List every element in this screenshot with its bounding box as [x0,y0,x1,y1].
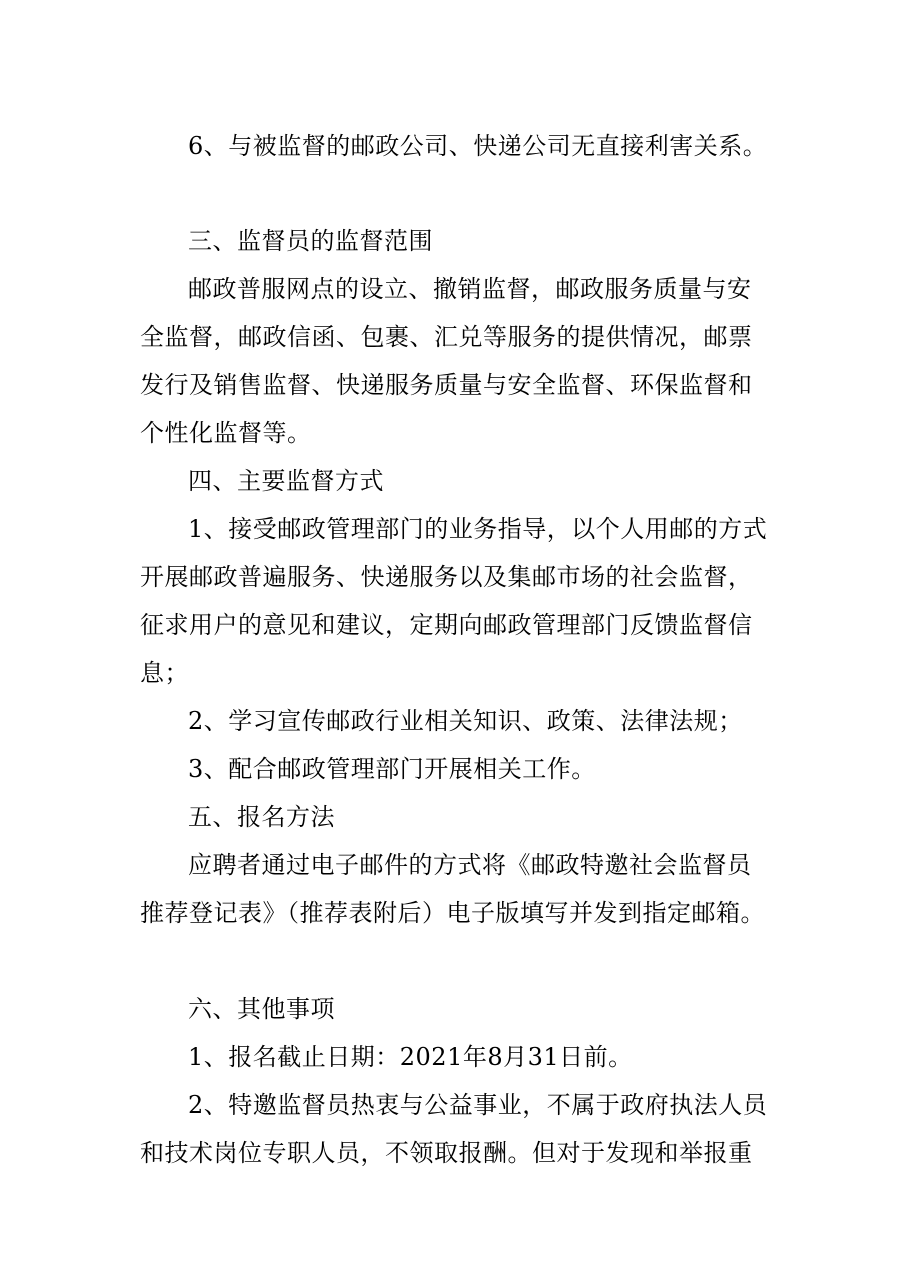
paragraph-line: 和技术岗位专职人员，不领取报酬。但对于发现和举报重 [140,1139,753,1167]
paragraph-line: 1、接受邮政管理部门的业务指导，以个人用邮的方式 [188,515,768,543]
paragraph-line: 发行及销售监督、快递服务质量与安全监督、环保监督和 [140,371,753,399]
paragraph-line: 推荐登记表》（推荐表附后）电子版填写并发到指定邮箱。 [140,899,765,927]
paragraph-line: 开展邮政普遍服务、快递服务以及集邮市场的社会监督， [140,563,753,591]
paragraph-line: 应聘者通过电子邮件的方式将《邮政特邀社会监督员 [188,851,752,879]
paragraph-line: 征求用户的意见和建议，定期向邮政管理部门反馈监督信 [140,611,753,639]
paragraph-line: 2、学习宣传邮政行业相关知识、政策、法律法规； [188,707,743,735]
section-heading-5: 五、报名方法 [188,803,335,831]
paragraph-line: 3、配合邮政管理部门开展相关工作。 [188,755,596,783]
section-heading-6: 六、其他事项 [188,995,335,1023]
paragraph-line: 邮政普服网点的设立、撤销监督，邮政服务质量与安 [188,275,752,303]
section-heading-3: 三、监督员的监督范围 [188,227,433,255]
paragraph-line: 个性化监督等。 [140,419,312,447]
paragraph-line: 全监督，邮政信函、包裹、汇兑等服务的提供情况，邮票 [140,323,753,351]
section-heading-4: 四、主要监督方式 [188,467,384,495]
paragraph-line: 6、与被监督的邮政公司、快递公司无直接利害关系。 [188,132,768,160]
paragraph-line: 息； [140,659,189,687]
paragraph-line: 1、报名截止日期：2021年8月31日前。 [188,1043,633,1071]
paragraph-line: 2、特邀监督员热衷与公益事业，不属于政府执法人员 [188,1091,768,1119]
